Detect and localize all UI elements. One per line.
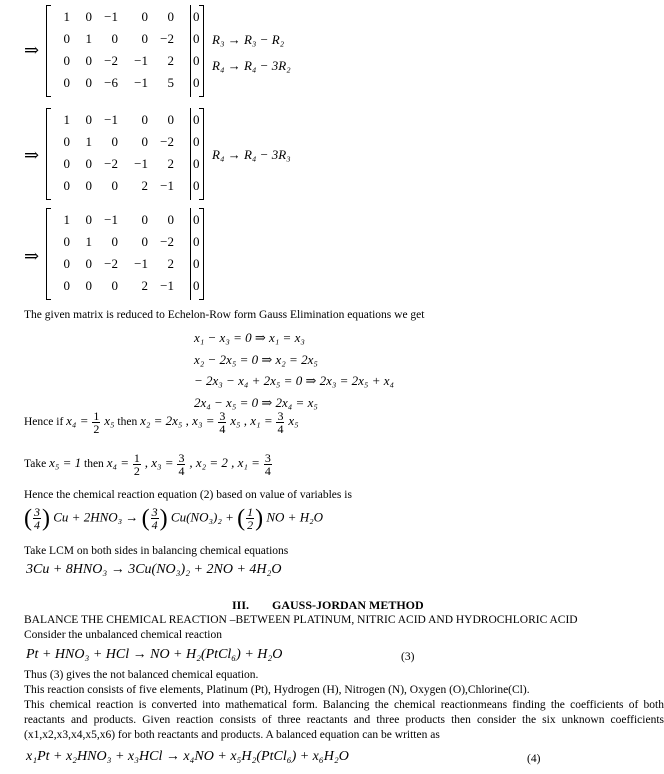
matrix-cell: 0 — [193, 9, 200, 24]
text: Hence if — [24, 416, 64, 429]
matrix-cell: 0 — [193, 31, 200, 46]
matrix-row — [46, 9, 204, 31]
paragraph-thus: Thus (3) gives the not balanced chemical equation. — [24, 669, 259, 681]
paragraph-elements: This reaction consists of five elements, Platinum (Pt), Hydrogen (H), Nitrogen (N), Oxygen (O),Chlorine(Cl). — [24, 684, 530, 696]
matrix-cell: 0 — [63, 278, 70, 293]
fraction: $\frac{3}{4}$ — [264, 451, 271, 478]
row-op: R₃ → R₃ − R₂ — [212, 32, 285, 47]
matrix-cell: 0 — [141, 234, 148, 249]
matrix-cell: 0 — [111, 31, 118, 46]
matrix-cell: 0 — [141, 134, 148, 149]
implies-arrow-2: ⇒ — [24, 145, 40, 165]
row-ops-1 — [212, 32, 291, 74]
equation: x₁ − x₃ = 0 ⇒ x₁ = x₃ — [194, 330, 305, 345]
matrix-row — [46, 31, 204, 53]
matrix-row — [46, 256, 204, 278]
matrix-cell: 0 — [193, 156, 200, 171]
math: , x₃ = — [144, 455, 174, 471]
matrix-cell: −1 — [134, 256, 148, 271]
equation-list — [194, 327, 394, 413]
matrix-cell: 0 — [85, 278, 92, 293]
matrix-cell: −2 — [160, 134, 174, 149]
fraction: $\frac{1}{2}$ — [133, 451, 140, 478]
matrix-cell: 0 — [111, 178, 118, 193]
paragraph-hence-equation: Hence the chemical reaction equation (2) based on value of variables is — [24, 489, 352, 501]
text: then — [84, 458, 104, 471]
matrix-cell: 2 — [167, 256, 174, 271]
matrix-cell: 0 — [63, 256, 70, 271]
math: x₄ = — [106, 455, 129, 471]
matrix-cell: 0 — [141, 31, 148, 46]
matrix-cell: 1 — [63, 9, 70, 24]
implies-arrow-3: ⇒ — [24, 246, 40, 266]
matrix-cell: 0 — [193, 234, 200, 249]
matrix-cell: 0 — [85, 53, 92, 68]
matrix-cell: −1 — [160, 178, 174, 193]
equation: 2x₄ − x₅ = 0 ⇒ 2x₄ = x₅ — [194, 394, 318, 410]
general-equation: x₁Pt + x₂HNO₃ + x₃HCl → x₄NO + x₅H₂(PtCl₆) + x₆H₂O — [26, 749, 349, 764]
matrix-cell: 5 — [167, 75, 174, 90]
matrix-cell: 0 — [85, 256, 92, 271]
matrix-cell: −1 — [134, 156, 148, 171]
math: Cu + 2HNO₃ → — [53, 509, 139, 525]
matrix-cell: 0 — [167, 212, 174, 227]
fraction: $\frac{3}{4}$ — [178, 451, 185, 478]
matrix-cell: 2 — [141, 178, 148, 193]
math: x₅ , x₁ = — [230, 413, 273, 429]
math: x₅ = 1 — [49, 455, 82, 471]
matrix-cell: 0 — [63, 178, 70, 193]
matrix-cell: 0 — [193, 278, 200, 293]
paragraph-consider: Consider the unbalanced chemical reaction — [24, 629, 222, 641]
hence-if-line — [24, 410, 299, 435]
matrix-cell: 0 — [167, 9, 174, 24]
matrix-cell: 0 — [193, 212, 200, 227]
matrix-cell: 0 — [111, 134, 118, 149]
reaction-fractional: ( $\frac{3}{4}$ ) Cu + 2HNO₃ → ( $\frac{3}{4}$ ) Cu(NO₃)₂ + ( $\frac{1}{2}$ ) NO + H₂O — [24, 505, 324, 532]
math: NO + H₂O — [266, 509, 324, 525]
matrix-cell: 0 — [193, 178, 200, 193]
matrix-row — [46, 112, 204, 134]
matrix-cell: −1 — [134, 75, 148, 90]
matrix-cell: 0 — [111, 278, 118, 293]
math: Cu(NO₃)₂ + — [170, 509, 234, 525]
matrix-row — [46, 134, 204, 156]
matrix-cell: 0 — [141, 9, 148, 24]
text: then — [117, 416, 138, 429]
text: Take — [24, 458, 47, 471]
section-number: III. — [232, 598, 250, 612]
paragraph-converted: This chemical reaction is converted into mathematical form. Balancing the chemical reactionmeans finding the coefficients of both reactants and products. Given reaction consists of three reactants and three products then consider the six unknown coefficients (x1,x2,x3,x4,x5,x6) for both reactants and products. A balanced equation can be written as — [24, 699, 664, 741]
matrix-cell: 1 — [85, 234, 92, 249]
matrix-cell: 0 — [63, 234, 70, 249]
matrix-cell: 0 — [193, 134, 200, 149]
matrix-cell: −2 — [104, 256, 118, 271]
matrix-cell: 0 — [141, 212, 148, 227]
row-op: R₄ → R₄ − 3R₃ — [212, 147, 291, 162]
matrix-cell: 0 — [193, 53, 200, 68]
equation: − 2x₃ − x₄ + 2x₅ = 0 ⇒ 2x₃ = 2x₅ + x₄ — [194, 373, 395, 388]
matrix-cell: −2 — [160, 31, 174, 46]
matrix-row — [46, 75, 204, 97]
paragraph-lcm: Take LCM on both sides in balancing chemical equations — [24, 545, 289, 557]
equation: x₂ − 2x₅ = 0 ⇒ x₂ = 2x₅ — [194, 351, 318, 367]
matrix-row — [46, 178, 204, 200]
matrix-cell: 0 — [63, 75, 70, 90]
matrix-cell: 2 — [141, 278, 148, 293]
fraction: $\frac{3}{4}$ — [277, 409, 284, 436]
matrix-cell: 0 — [85, 9, 92, 24]
matrix-cell: 1 — [63, 112, 70, 127]
matrix-cell: −2 — [104, 53, 118, 68]
equation-label-3: (3) — [401, 651, 415, 663]
math: x₅ — [288, 413, 299, 429]
matrix-cell: −1 — [104, 9, 118, 24]
matrix-cell: 0 — [63, 156, 70, 171]
take-line — [24, 452, 273, 477]
matrix-row — [46, 278, 204, 300]
matrix-cell: 0 — [141, 112, 148, 127]
math: x₅ — [104, 413, 115, 429]
matrix-cell: 2 — [167, 53, 174, 68]
unbalanced-equation: Pt + HNO₃ + HCl → NO + H₂(PtCl₆) + H₂O — [26, 647, 283, 662]
matrix-cell: 0 — [85, 212, 92, 227]
section-title: GAUSS-JORDAN METHOD — [272, 598, 424, 612]
matrix-cell: 0 — [111, 234, 118, 249]
section-subtitle: BALANCE THE CHEMICAL REACTION –BETWEEN PLATINUM, NITRIC ACID AND HYDROCHLORIC ACID — [24, 614, 578, 626]
matrix-cell: 0 — [63, 31, 70, 46]
matrix-row — [46, 53, 204, 75]
fraction: $\frac{3}{4}$ — [219, 409, 226, 436]
matrix-cell: −2 — [104, 156, 118, 171]
matrix-cell: 0 — [193, 256, 200, 271]
matrix-cell: 0 — [63, 53, 70, 68]
matrix-cell: −1 — [104, 112, 118, 127]
matrix-cell: 1 — [85, 31, 92, 46]
matrix-row — [46, 212, 204, 234]
math: x₂ = 2x₅ , x₃ = — [140, 413, 215, 429]
matrix-row — [46, 156, 204, 178]
matrix-cell: 1 — [85, 134, 92, 149]
fraction: $\frac{1}{2}$ — [93, 409, 100, 436]
matrix-cell: 0 — [85, 178, 92, 193]
matrix-cell: 0 — [193, 75, 200, 90]
matrix-1 — [46, 5, 204, 97]
balanced-equation: 3Cu + 8HNO₃ → 3Cu(NO₃)₂ + 2NO + 4H₂O — [26, 562, 282, 577]
matrix-cell: 0 — [167, 112, 174, 127]
row-op: R₄ → R₄ − 3R₂ — [212, 58, 291, 73]
matrix-cell: −1 — [104, 212, 118, 227]
equation-label-4: (4) — [527, 753, 541, 765]
matrix-cell: 0 — [63, 134, 70, 149]
math: x₄ = — [66, 413, 89, 429]
matrix-cell: 2 — [167, 156, 174, 171]
matrix-cell: 0 — [85, 156, 92, 171]
implies-arrow-1: ⇒ — [24, 40, 40, 60]
matrix-row — [46, 234, 204, 256]
matrix-cell: −1 — [134, 53, 148, 68]
matrix-cell: −6 — [104, 75, 118, 90]
matrix-cell: 0 — [85, 112, 92, 127]
matrix-cell: 1 — [63, 212, 70, 227]
matrix-cell: 0 — [193, 112, 200, 127]
paragraph-echelon: The given matrix is reduced to Echelon-Row form Gauss Elimination equations we get — [24, 309, 425, 321]
matrix-3 — [46, 208, 204, 300]
matrix-cell: 0 — [85, 75, 92, 90]
matrix-2 — [46, 108, 204, 200]
matrix-cell: −1 — [160, 278, 174, 293]
math: , x₂ = 2 , x₁ = — [189, 455, 260, 471]
matrix-cell: −2 — [160, 234, 174, 249]
